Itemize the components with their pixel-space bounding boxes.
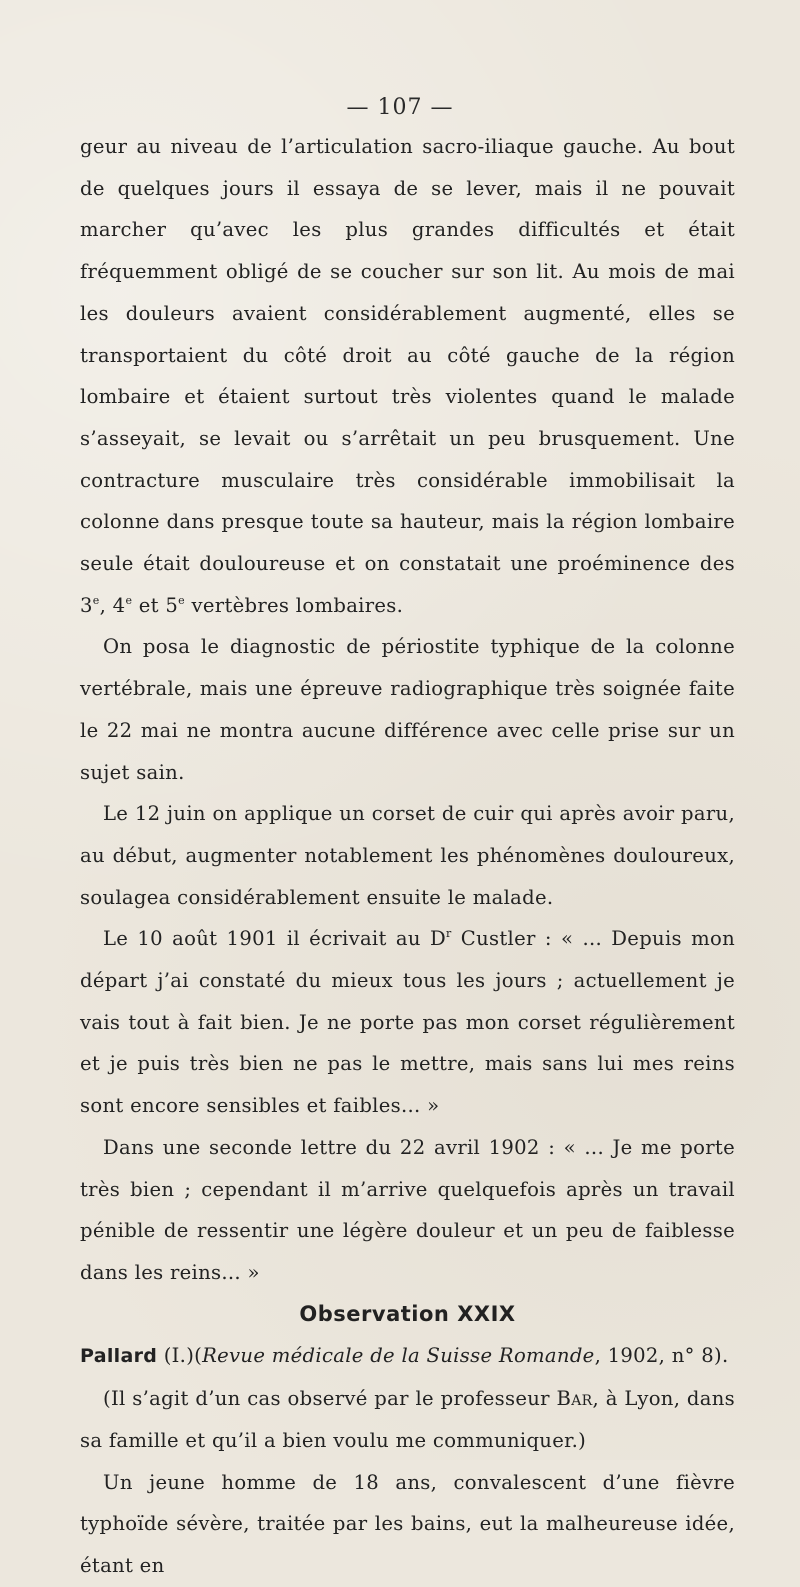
observation-note: (Il s’agit d’un cas observé par le professeur Bar, à Lyon, dans sa famille et qu’il a bien voulu me communiquer.) [80,1387,736,1452]
paragraph-1: geur au niveau de l’articulation sacro-iliaque gauche. Au bout de quelques jours il essaya de se lever, mais il ne pouvait marcher qu’avec les plus grandes difficultés et était fréquemment obligé de se coucher sur son lit. Au mois de mai les douleurs avaient considérablement augmenté, elles se transportaient du côté droit au côté gauche de la région lombaire et étaient surtout très violentes quand le malade s’asseyait, se levait ou s’arrêtait un peu brusquement. Une contracture musculaire très considérable immobilisait la colonne dans presque toute sa hauteur, mais la région lombaire seule était douloureuse et on constatait une proéminence des 3e, 4e et 5e vertèbres lombaires. [80,135,735,617]
paragraph-2: On posa le diagnostic de périostite typhique de la colonne vertébrale, mais une épreuve radiographique très soignée faite le 22 mai ne montra aucune différence avec celle prise sur un sujet sain. [80,635,735,784]
paragraph-1-text: geur au niveau de l’articulation sacro-iliaque gauche. Au bout de quelques jours il essaya de se lever, mais il ne pouvait marcher qu’avec les plus grandes difficultés et était fréquemment obligé de se coucher sur son lit. Au mois de mai les douleurs avaient considérablement augmenté, elles se transportaient du côté droit au côté gauche de la région lombaire et étaient surtout très violentes quand le malade s’asseyait, se levait ou s’arrêtait un peu brusquement. Une contracture musculaire très considérable immobilisait la colonne dans presque toute sa hauteur, mais la région lombaire seule était douloureuse et on constatait une proéminence des [80,135,735,576]
observation-reference: Pallard (I.)(Revue médicale de la Suisse Romande, 1902, n° 8). [80,1344,729,1368]
professor-name: Bar [556,1387,593,1411]
paragraph-5: Dans une seconde lettre du 22 avril 1902 : « ... Je me porte très bien ; cependant il m’arrive quelquefois après un travail pénible de ressentir une légère douleur et un peu de faiblesse dans les reins... » [80,1135,735,1284]
paragraph-4: Le 10 août 1901 il écrivait au $D^r$ Custler : « ... Depuis mon départ j’ai constaté du mieux tous les jours ; actuellement je vais tout à fait bien. Je ne porte pas mon corset régulièrement et je puis très bien ne pas le mettre, mais sans lui mes reins sont encore sensibles et faibles... » [80,927,735,1118]
paragraph-3: Le 12 juin on applique un corset de cuir qui après avoir paru, au début, augmenter notablement les phénomènes douloureux, soulagea considérablement ensuite le malade. [80,802,735,909]
observation-heading: Observation XXIX [299,1301,516,1326]
author-name: Pallard [80,1345,158,1368]
paragraph-last: Un jeune homme de 18 ans, convalescent d’une fièvre typhoïde sévère, traitée par les bains, eut la malheureuse idée, étant en [80,1470,735,1577]
page-number: — 107 — [346,95,454,120]
body-text [80,126,735,1587]
journal-title: Revue médicale de la Suisse Romande [202,1344,595,1368]
